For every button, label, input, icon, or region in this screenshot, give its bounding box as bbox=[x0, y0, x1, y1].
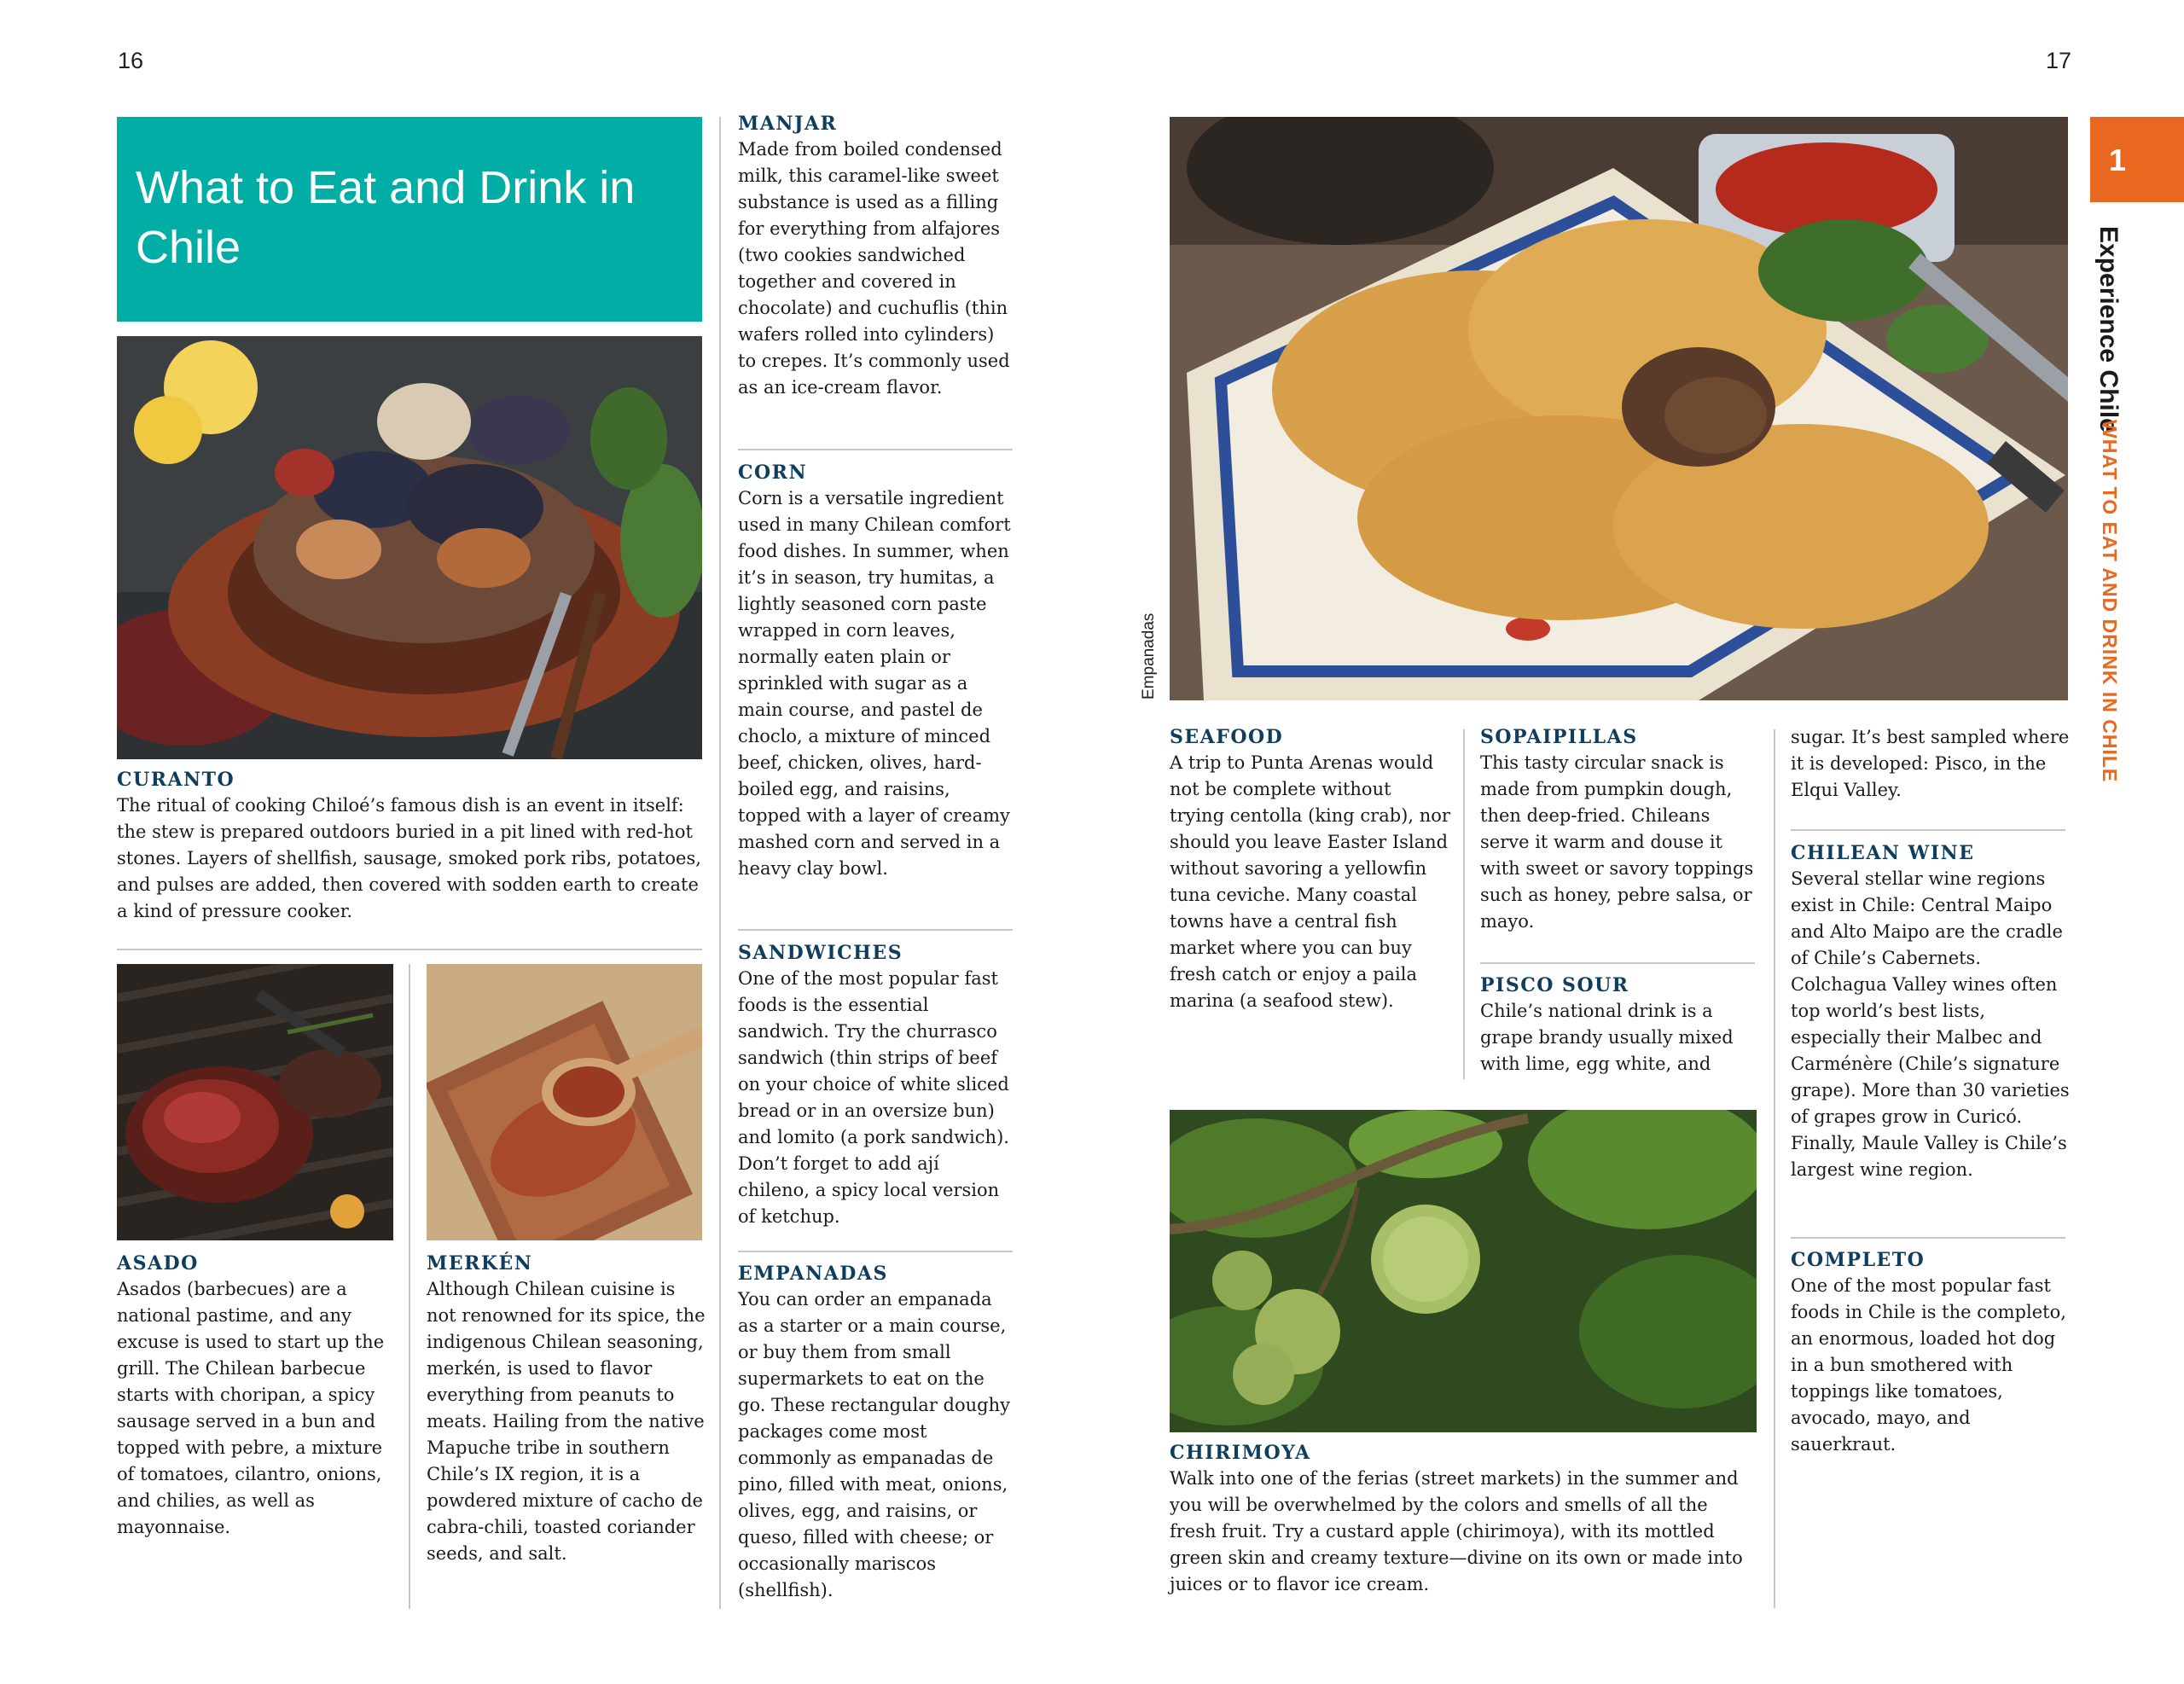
photo-caption: Empanadas bbox=[1140, 613, 1158, 700]
pisco-sour-section bbox=[1480, 973, 1762, 1077]
chilean-wine-heading: CHILEAN WINE bbox=[1791, 842, 1975, 864]
divider bbox=[1480, 962, 1755, 964]
curanto-section bbox=[117, 767, 702, 925]
chirimoya-body: Walk into one of the ferias (street markets) in the summer and you will be overwhelmed by the colors and smells of all the fresh fruit. Try a custard apple (chirimoya), with its mottled green skin and creamy texture—divine on its own or made into juices or to flavor ice cream. bbox=[1170, 1468, 1743, 1594]
pisco-sour-body: Chile’s national drink is a grape brandy usually mixed with lime, egg white, and bbox=[1480, 1001, 1734, 1074]
empanadas-section bbox=[738, 1261, 1016, 1604]
divider bbox=[409, 964, 410, 1609]
divider bbox=[1791, 1237, 2065, 1239]
completo-heading: COMPLETO bbox=[1791, 1249, 1926, 1271]
title-box bbox=[117, 117, 702, 322]
corn-body: Corn is a versatile ingredient used in many Chilean comfort food dishes. In summer, when it’s in season, try humitas, a lightly seasoned corn paste wrapped in corn leaves, normally eaten plain or sprinkled with sugar as a main course, and pastel de choclo, a mixture of minced beef, chicken, olives, hard-boiled egg, and raisins, topped with a layer of creamy mashed corn and served in a heavy clay bowl. bbox=[738, 488, 1011, 879]
corn-heading: CORN bbox=[738, 462, 808, 484]
chirimoya-heading: CHIRIMOYA bbox=[1170, 1442, 1311, 1464]
seafood-section bbox=[1170, 724, 1451, 1014]
sandwiches-section bbox=[738, 940, 1016, 1230]
chirimoya-photo bbox=[1170, 1110, 1757, 1432]
manjar-body: Made from boiled condensed milk, this caramel-like sweet substance is used as a filling for everything from alfajores (two cookies sandwiched together and covered in chocolate) and cuchuflis (thin wafers rolled into cylinders) to crepes. It’s commonly used as an ice-cream flavor. bbox=[738, 139, 1010, 398]
divider bbox=[117, 949, 702, 950]
chilean-wine-body: Several stellar wine regions exist in Chile: Central Maipo and Alto Maipo are the cradle of Chile’s Cabernets. Colchagua Valley wines often top world’s best lists, especially their Malbec and Carménère (Chile’s signature grape). More than 30 varieties of grapes grow in Curicó. Finally, Maule Valley is Chile’s largest wine region. bbox=[1791, 868, 2070, 1180]
merken-photo bbox=[427, 964, 702, 1240]
pisco-sour-heading: PISCO SOUR bbox=[1480, 974, 1629, 996]
divider bbox=[738, 449, 1013, 450]
seafood-heading: SEAFOOD bbox=[1170, 726, 1284, 748]
sandwiches-heading: SANDWICHES bbox=[738, 942, 903, 964]
pisco-sour-continuation: sugar. It’s best sampled where it is developed: Pisco, in the Elqui Valley. bbox=[1791, 727, 2070, 800]
divider bbox=[1463, 729, 1465, 1079]
empanadas-photo bbox=[1170, 117, 2068, 700]
merken-section bbox=[427, 1251, 708, 1567]
curanto-photo bbox=[117, 336, 702, 759]
divider bbox=[719, 117, 721, 1609]
sopaipillas-heading: SOPAIPILLAS bbox=[1480, 726, 1638, 748]
page-number-right: 17 bbox=[2046, 48, 2072, 73]
asado-photo bbox=[117, 964, 393, 1240]
merken-heading: MERKÉN bbox=[427, 1252, 533, 1275]
chirimoya-section bbox=[1170, 1440, 1758, 1598]
sandwiches-body: One of the most popular fast foods is the essential sandwich. Try the churrasco sandwich (thin strips of beef on your choice of white sliced bread or in an oversize bun) and lomito (a pork sandwich). Don’t forget to add ají chileno, a spicy local version of ketchup. bbox=[738, 968, 1009, 1227]
divider bbox=[1774, 729, 1775, 1608]
pisco-sour-continued bbox=[1791, 724, 2072, 804]
asado-heading: ASADO bbox=[117, 1252, 199, 1275]
curanto-heading: CURANTO bbox=[117, 769, 235, 791]
chapter-number: 1 bbox=[2109, 142, 2127, 177]
divider bbox=[738, 929, 1013, 931]
manjar-heading: MANJAR bbox=[738, 113, 838, 135]
curanto-body: The ritual of cooking Chiloé’s famous dish is an event in itself: the stew is prepared outdoors buried in a pit lined with red-hot stones. Layers of shellfish, sausage, smoked pork ribs, potatoes, and pulses are added, then covered with sodden earth to create a kind of pressure cooker. bbox=[117, 795, 701, 921]
chilean-wine-section bbox=[1791, 840, 2072, 1183]
divider bbox=[738, 1251, 1013, 1252]
sopaipillas-body: This tasty circular snack is made from pumpkin dough, then deep-fried. Chileans serve it warm and douse it with sweet or savory toppings such as honey, pebre salsa, or mayo. bbox=[1480, 752, 1754, 932]
seafood-body: A trip to Punta Arenas would not be complete without trying centolla (king crab), nor should you leave Easter Island without savoring a yellowfin tuna ceviche. Many coastal towns have a central fish market where you can buy fresh catch or enjoy a paila marina (a seafood stew). bbox=[1170, 752, 1450, 1011]
page-title: What to Eat and Drink in Chile bbox=[136, 162, 636, 273]
completo-section bbox=[1791, 1247, 2072, 1458]
manjar-section bbox=[738, 111, 1016, 401]
empanadas-heading: EMPANADAS bbox=[738, 1263, 888, 1285]
asado-section bbox=[117, 1251, 398, 1541]
asado-body: Asados (barbecues) are a national pastime, and any excuse is used to start up the grill. The Chilean barbecue starts with choripan, a spicy sausage served in a bun and topped with pebre, a mixture of tomatoes, cilantro, onions, and chilies, as well as mayonnaise. bbox=[117, 1279, 385, 1537]
corn-section bbox=[738, 460, 1016, 882]
page-number-left: 16 bbox=[118, 48, 144, 73]
sopaipillas-section bbox=[1480, 724, 1762, 935]
empanadas-body: You can order an empanada as a starter or a main course, or buy them from small supermarkets to eat on the go. These rectangular doughy packages come most commonly as empanadas de pino, filled with meat, onions, olives, egg, and raisins, or queso, filled with cheese; or occasionally mariscos (shellfish). bbox=[738, 1289, 1010, 1600]
divider bbox=[1791, 829, 2065, 831]
merken-body: Although Chilean cuisine is not renowned for its spice, the indigenous Chilean seasoning, merkén, is used to flavor everything from peanuts to meats. Hailing from the native Mapuche tribe in southern Chile’s IX region, it is a powdered mixture of cacho de cabra-chili, toasted coriander seeds, and salt. bbox=[427, 1279, 706, 1564]
chapter-tab bbox=[2090, 117, 2184, 202]
section-label: WHAT TO EAT AND DRINK IN CHILE bbox=[2099, 420, 2121, 783]
chapter-label: Experience Chile bbox=[2094, 226, 2123, 433]
completo-body: One of the most popular fast foods in Chile is the completo, an enormous, loaded hot dog in a bun smothered with toppings like tomatoes, avocado, mayo, and sauerkraut. bbox=[1791, 1275, 2066, 1455]
